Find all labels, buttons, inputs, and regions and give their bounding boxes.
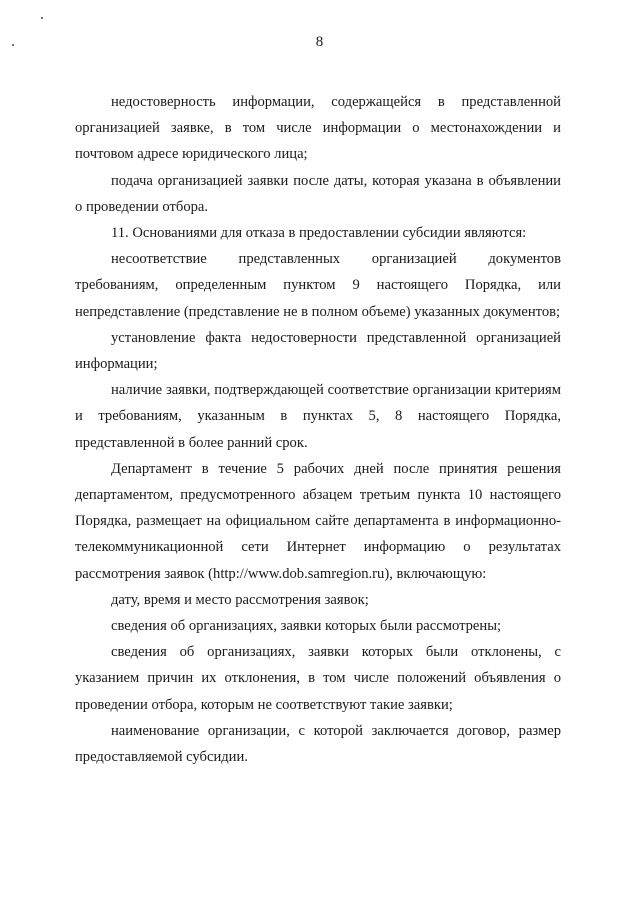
paragraph: недостоверность информации, содержащейся в представленной организацией заявке, в том числе информации о местонахождении и почтовом адресе юридического лица; [75,94,561,163]
paragraph: подача организацией заявки после даты, которая указана в объявлении о проведении отбора. [75,172,561,215]
paragraph: 11. Основаниями для отказа в предоставлении субсидии являются: [111,225,527,242]
document-body [75,89,561,770]
page-number: 8 [315,34,324,50]
paragraph: установление факта недостоверности представленной организацией информации; [75,329,561,373]
paragraph: сведения об организациях, заявки которых были отклонены, с указанием причин их отклонения, в том числе положений объявления о проведении отбора, которым не соответствуют такие заявки; [75,644,561,713]
paragraph: дату, время и место рассмотрения заявок; [111,591,369,608]
paragraph: Департамент в течение 5 рабочих дней после принятия решения департаментом, предусмотренного абзацем третьим пункта 10 настоящего Порядка, размещает на официальном сайте департамента в информационно-телекоммуникационной сети Интернет информацию о результатах рассмотрения заявок (http://www.dob.samregion.ru), включающую: [75,460,561,582]
scan-speck [41,17,43,19]
paragraph: сведения об организациях, заявки которых были рассмотрены; [111,618,502,635]
paragraph: наличие заявки, подтверждающей соответствие организации критериям и требованиям, указанным в пунктах 5, 8 настоящего Порядка, представленной в более ранний срок. [75,382,561,451]
paragraph: несоответствие представленных организацией документов требованиям, определенным пунктом 9 настоящего Порядка, или непредставление (представление не в полном объеме) указанных документов; [75,251,561,320]
paragraph: наименование организации, с которой заключается договор, размер предоставляемой субсидии. [75,722,561,766]
